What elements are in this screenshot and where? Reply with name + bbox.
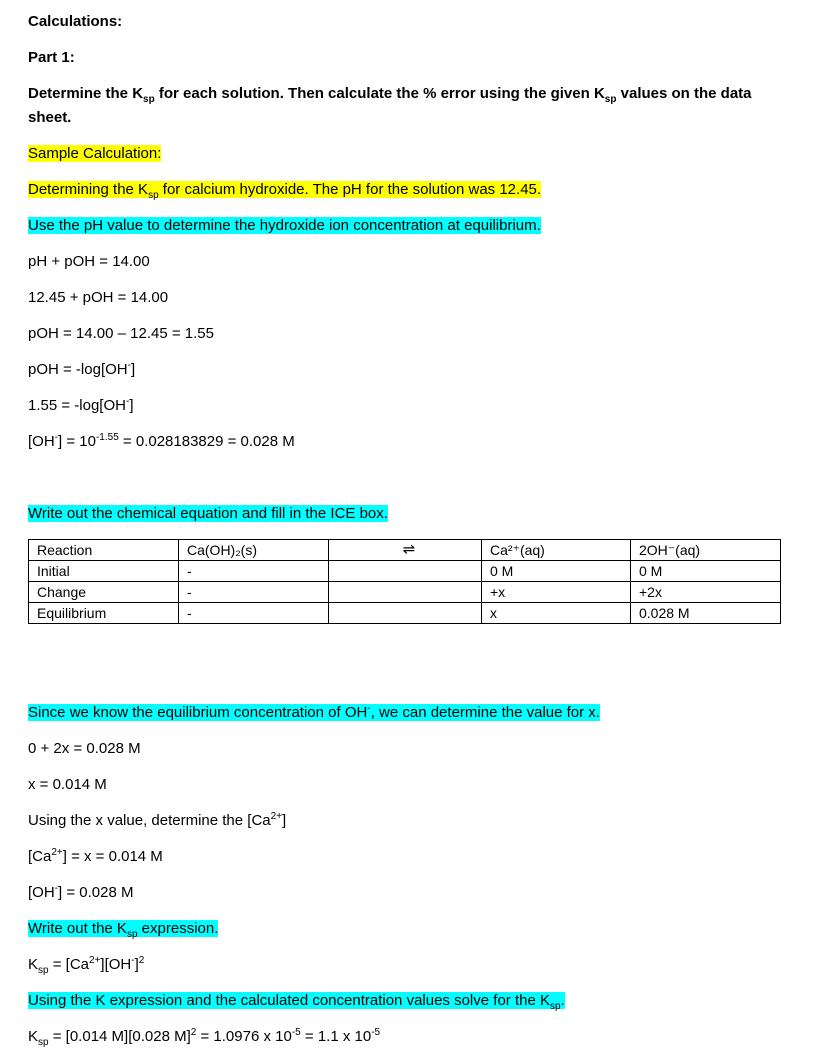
calc-line: $[OH^-] = 10^{-1.55} = 0.028183829 = 0.028$ M <box>28 432 295 450</box>
ice-cell-label: Equilibrium <box>29 603 179 624</box>
ice-cell-product2: +2x <box>631 582 781 603</box>
part-title: Part 1: <box>28 49 75 66</box>
ice-cell-reactant: Ca(OH)₂(s) <box>179 540 329 561</box>
instruction-line-1: Determine the $K_{sp}$ for each solution. Then calculate the % error using the given $K_{sp}$ values on the data <box>28 85 752 105</box>
ice-table <box>28 539 781 624</box>
ice-cell-reactant: - <box>179 582 329 603</box>
step-determine-x: Since we know the equilibrium concentration of OH-, we can determine the value for x. <box>28 703 600 721</box>
ice-cell-arrow <box>329 582 482 603</box>
calc-line: Using the x value, determine the $[Ca^{2+}]$ <box>28 811 287 829</box>
ksp-expression: $K_{sp} = [Ca^{2+}][OH^-]^2$ <box>28 955 145 976</box>
ice-cell-product1: +x <box>482 582 631 603</box>
ice-row-reaction <box>29 540 781 561</box>
calc-line: pOH = 14.00 – 12.45 = 1.55 <box>28 325 214 342</box>
calc-line: 0 + 2x = 0.028 M <box>28 740 141 757</box>
ice-cell-product1: x <box>482 603 631 624</box>
sample-label: Sample Calculation: <box>28 145 162 162</box>
ice-cell-product2: 0.028 M <box>631 603 781 624</box>
calc-line: 12.45 + pOH = 14.00 <box>28 289 169 306</box>
ice-cell-reactant: - <box>179 561 329 582</box>
ksp-result: $K_{sp} = [0.014$ M][0.028 M]$^2$ = 1.0976 x $10^{-5} = 1.1$ x $10^{-5}$ <box>28 1027 381 1048</box>
heading: Calculations: <box>28 13 123 30</box>
calc-line: $[Ca^{2+}] = x = 0.014$ M <box>28 847 163 865</box>
sample-description: Determining the $K_{sp}$ for calcium hydroxide. The pH for the solution was 12.45. <box>28 181 542 201</box>
calc-line: x = 0.014 M <box>28 776 107 793</box>
instruction-line-2: sheet. <box>28 109 72 126</box>
step-ph-to-hydroxide: Use the pH value to determine the hydroxide ion concentration at equilibrium. <box>28 217 541 234</box>
ice-cell-product1: 0 M <box>482 561 631 582</box>
equilibrium-arrow-icon: ⇌ <box>329 540 482 561</box>
ice-cell-product1: Ca²⁺(aq) <box>482 540 631 561</box>
calc-line: pOH = -log[OH-] <box>28 360 136 378</box>
step-solve-ksp: Using the K expression and the calculated concentration values solve for the $K_{sp}$. <box>28 992 565 1012</box>
ice-cell-arrow <box>329 561 482 582</box>
ice-cell-label: Change <box>29 582 179 603</box>
step-ice-box: Write out the chemical equation and fill in the ICE box. <box>28 505 388 522</box>
calc-line: [OH-] = 0.028 M <box>28 883 134 901</box>
ice-row-initial <box>29 561 781 582</box>
ice-cell-product2: 2OH⁻(aq) <box>631 540 781 561</box>
ice-cell-reactant: - <box>179 603 329 624</box>
calc-line: 1.55 = -log[OH-] <box>28 396 134 414</box>
ice-cell-arrow <box>329 603 482 624</box>
ice-cell-label: Initial <box>29 561 179 582</box>
ice-row-change <box>29 582 781 603</box>
step-ksp-expression: Write out the $K_{sp}$ expression. <box>28 920 219 940</box>
ice-cell-product2: 0 M <box>631 561 781 582</box>
calc-line: pH + pOH = 14.00 <box>28 253 150 270</box>
ice-row-equilibrium <box>29 603 781 624</box>
ice-cell-label: Reaction <box>29 540 179 561</box>
